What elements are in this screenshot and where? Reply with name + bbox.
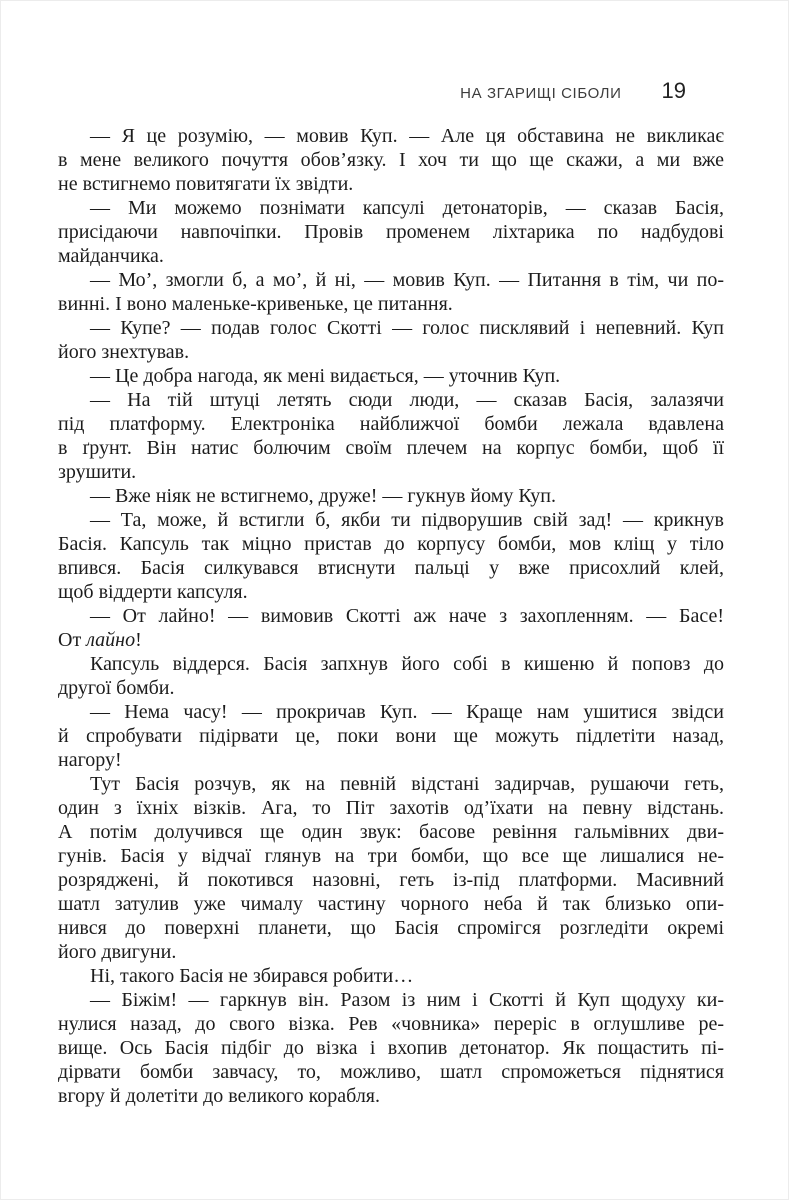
- text-segment: другої бомби.: [58, 677, 175, 699]
- text-line: [58, 340, 724, 364]
- paragraph: [58, 604, 724, 652]
- text-line: [58, 820, 724, 844]
- text-segment: в ґрунт. Він натис болючим своїм плечем на корпус бомби, щоб її: [58, 437, 724, 459]
- text-line: [58, 196, 724, 220]
- text-segment: — Це добра нагода, як мені видається, — уточнив Куп.: [90, 365, 561, 387]
- text-line: [58, 364, 724, 388]
- text-line: [58, 1060, 724, 1084]
- text-line: [58, 148, 724, 172]
- text-line: [58, 604, 724, 628]
- text-segment: — Я це розумію, — мовив Куп. — Але ця обставина не викликає: [90, 125, 724, 147]
- text-line: [58, 1036, 724, 1060]
- page-number: 19: [661, 78, 686, 103]
- paragraph: [58, 316, 724, 364]
- text-line: [58, 676, 724, 700]
- text-segment: !: [135, 629, 142, 651]
- text-line: [58, 724, 724, 748]
- text-segment: під платформу. Електроніка найближчої бомби лежала вдавлена: [58, 413, 724, 435]
- text-segment: вгору й долетіти до великого корабля.: [58, 1085, 381, 1107]
- text-segment: впився. Басія силкувався втиснути пальці у вже присохлий клей,: [58, 557, 724, 579]
- text-segment: не встигнемо повитягати їх звідти.: [58, 173, 354, 195]
- text-segment: присідаючи навпочіпки. Провів променем ліхтарика по надбудові: [58, 221, 724, 243]
- text-segment: Тут Басія розчув, як на певній відстані задирчав, рушаючи геть,: [90, 773, 724, 795]
- text-line: [58, 628, 724, 652]
- text-line: [58, 172, 724, 196]
- text-segment: майданчика.: [58, 245, 164, 267]
- text-line: [58, 484, 724, 508]
- text-line: [58, 580, 724, 604]
- text-line: [58, 556, 724, 580]
- text-line: [58, 508, 724, 532]
- paragraph: [58, 196, 724, 268]
- text-line: [58, 844, 724, 868]
- text-line: [58, 124, 724, 148]
- paragraph: [58, 124, 724, 196]
- text-line: [58, 316, 724, 340]
- text-segment: шатл затулив уже чималу частину чорного неба й так близько опи-: [58, 893, 724, 915]
- text-line: [58, 964, 724, 988]
- text-line: [58, 244, 724, 268]
- paragraph: [58, 484, 724, 508]
- text-line: [58, 988, 724, 1012]
- text-segment: розряджені, й покотився назовні, геть із-під платформи. Масивний: [58, 869, 724, 891]
- text-line: [58, 652, 724, 676]
- text-segment: винні. І воно маленьке-кривеньке, це питання.: [58, 293, 453, 315]
- text-block: [58, 124, 724, 1108]
- text-segment: вище. Ось Басія підбіг до візка і вхопив детонатор. Як пощастить пі-: [58, 1037, 724, 1059]
- page-header: [58, 78, 724, 104]
- paragraph: [58, 508, 724, 604]
- text-segment: нився до поверхні планети, що Басія спромігся розгледіти окремі: [58, 917, 724, 939]
- paragraph: [58, 988, 724, 1108]
- text-line: [58, 772, 724, 796]
- text-line: [58, 796, 724, 820]
- text-line: [58, 916, 724, 940]
- italic-text: лайно: [86, 629, 136, 651]
- paragraph: [58, 652, 724, 700]
- text-line: [58, 748, 724, 772]
- paragraph: [58, 700, 724, 772]
- text-line: [58, 532, 724, 556]
- text-segment: його знехтував.: [58, 341, 190, 363]
- text-line: [58, 460, 724, 484]
- text-line: [58, 436, 724, 460]
- text-line: [58, 868, 724, 892]
- text-segment: Капсуль віддерся. Басія запхнув його собі в кишеню й поповз до: [90, 653, 724, 675]
- text-line: [58, 1012, 724, 1036]
- text-segment: щоб віддерти капсуля.: [58, 581, 248, 603]
- text-line: [58, 892, 724, 916]
- text-segment: — На тій штуці летять сюди люди, — сказав Басія, залазячи: [90, 389, 724, 411]
- text-segment: нулися назад, до свого візка. Рев «човника» переріс в оглушливе ре-: [58, 1013, 724, 1035]
- text-segment: От: [58, 629, 87, 651]
- paragraph: [58, 268, 724, 316]
- text-segment: — Біжім! — гаркнув він. Разом із ним і Скотті й Куп щодуху ки-: [90, 989, 724, 1011]
- text-segment: — От лайно! — вимовив Скотті аж наче з захопленням. — Басе!: [90, 605, 724, 627]
- running-title: НА ЗГАРИЩІ СІБОЛИ: [460, 85, 622, 102]
- text-segment: Басія. Капсуль так міцно пристав до корпусу бомби, мов кліщ у тіло: [58, 533, 724, 555]
- text-segment: й спробувати підірвати це, поки вони ще можуть підлетіти назад,: [58, 725, 724, 747]
- paragraph: [58, 388, 724, 484]
- text-segment: А потім долучився ще один звук: басове ревіння гальмівних дви-: [58, 821, 724, 843]
- text-line: [58, 268, 724, 292]
- text-segment: — Мо’, змогли б, а мо’, й ні, — мовив Куп. — Питання в тім, чи по-: [90, 269, 724, 291]
- text-line: [58, 292, 724, 316]
- text-segment: — Та, може, й встигли б, якби ти підворушив свій зад! — крикнув: [90, 509, 724, 531]
- text-segment: зрушити.: [58, 461, 137, 483]
- text-line: [58, 700, 724, 724]
- text-segment: нагору!: [58, 749, 122, 771]
- text-line: [58, 220, 724, 244]
- text-line: [58, 412, 724, 436]
- text-segment: Ні, такого Басія не збирався робити…: [90, 965, 414, 987]
- text-segment: в мене великого почуття обов’язку. І хоч ти що ще скажи, а ми вже: [58, 149, 724, 171]
- text-segment: — Купе? — подав голос Скотті — голос писклявий і непевний. Куп: [90, 317, 724, 339]
- paragraph: [58, 772, 724, 964]
- text-segment: — Ми можемо познімати капсулі детонаторів, — сказав Басія,: [90, 197, 724, 219]
- text-segment: дірвати бомби завчасу, то, можливо, шатл спроможеться піднятися: [58, 1061, 724, 1083]
- text-segment: гунів. Басія у відчаї глянув на три бомби, що все ще лишалися не-: [58, 845, 724, 867]
- text-segment: — Вже ніяк не встигнемо, друже! — гукнув йому Куп.: [90, 485, 556, 507]
- text-line: [58, 940, 724, 964]
- paragraph: [58, 964, 724, 988]
- paragraph: [58, 364, 724, 388]
- text-line: [58, 388, 724, 412]
- text-segment: його двигуни.: [58, 941, 177, 963]
- text-segment: — Нема часу! — прокричав Куп. — Краще нам ушитися звідси: [90, 701, 724, 723]
- text-line: [58, 1084, 724, 1108]
- text-segment: один з їхніх візків. Ага, то Піт захотів од’їхати на певну відстань.: [58, 797, 724, 819]
